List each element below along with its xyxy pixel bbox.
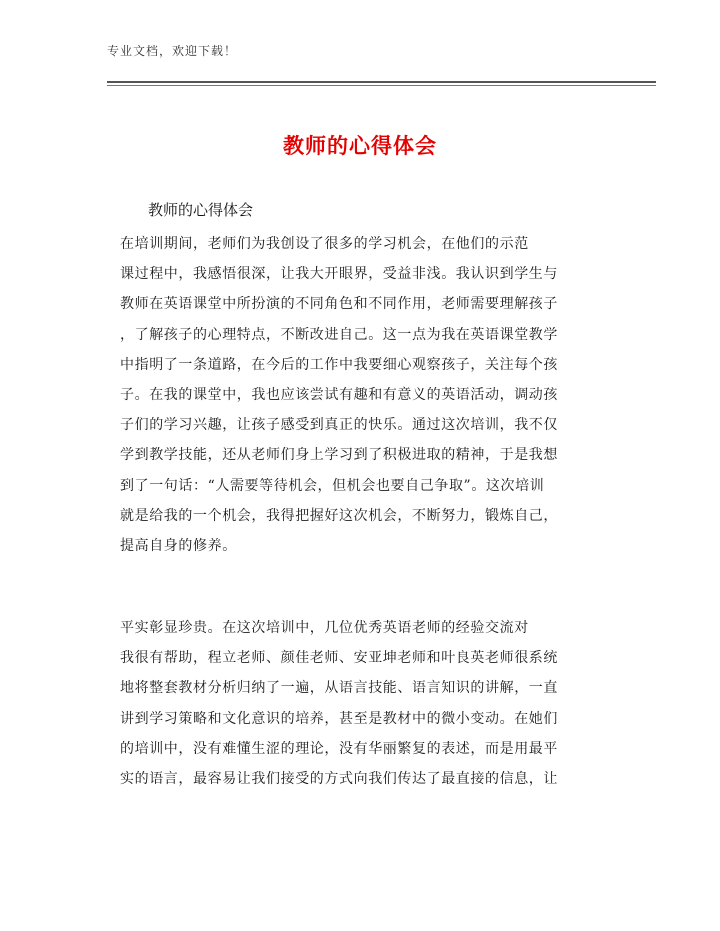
header-divider-thin — [107, 85, 656, 86]
page-header-text: 专业文档，欢迎下载！ — [107, 44, 238, 58]
document-subtitle: 教师的心得体会 — [148, 201, 254, 219]
body-paragraph-1: 在培训期间，老师们为我创设了很多的学习机会，在他们的示范 课过程中，我感悟很深，让我大开眼界，受益非浅。我认识到学生与 教师在英语课堂中所扮演的不同角色和不同作用，老师需要理解孩子 ，了解孩子的心理特点，不断改进自己。这一点为我在英语课堂教学 中指明了一条道路，在今后的工作中我要细心观察孩子，关注每个孩 子。在我的课堂中，我也应该尝试有趣和有意义的英语活动，调动孩 子们的学习兴趣，让孩子感受到真正的快乐。通过这次培训，我不仅 学到教学技能，还从老师们身上学习到了积极进取的精神，于是我想 到了一句话：“人需要等待机会，但机会也要自己争取”。这次培训 就是给我的一个机会，我得把握好这次机会，不断努力，锻炼自己， 提高自身的修养。 — [120, 236, 558, 555]
document-title: 教师的心得体会 — [283, 134, 437, 158]
header-divider-thick — [107, 81, 656, 83]
body-paragraph-2: 平实彰显珍贵。在这次培训中，几位优秀英语老师的经验交流对 我很有帮助，程立老师、颜佳老师、安亚坤老师和叶良英老师很系统 地将整套教材分析归纳了一遍，从语言技能、语言知识的讲解，一直 讲到学习策略和文化意识的培养，甚至是教材中的微小变动。在她们 的培训中，没有难懂生涩的理论，没有华丽繁复的表述，而是用最平 实的语言，最容易让我们接受的方式向我们传达了最直接的信息，让 — [120, 620, 558, 788]
